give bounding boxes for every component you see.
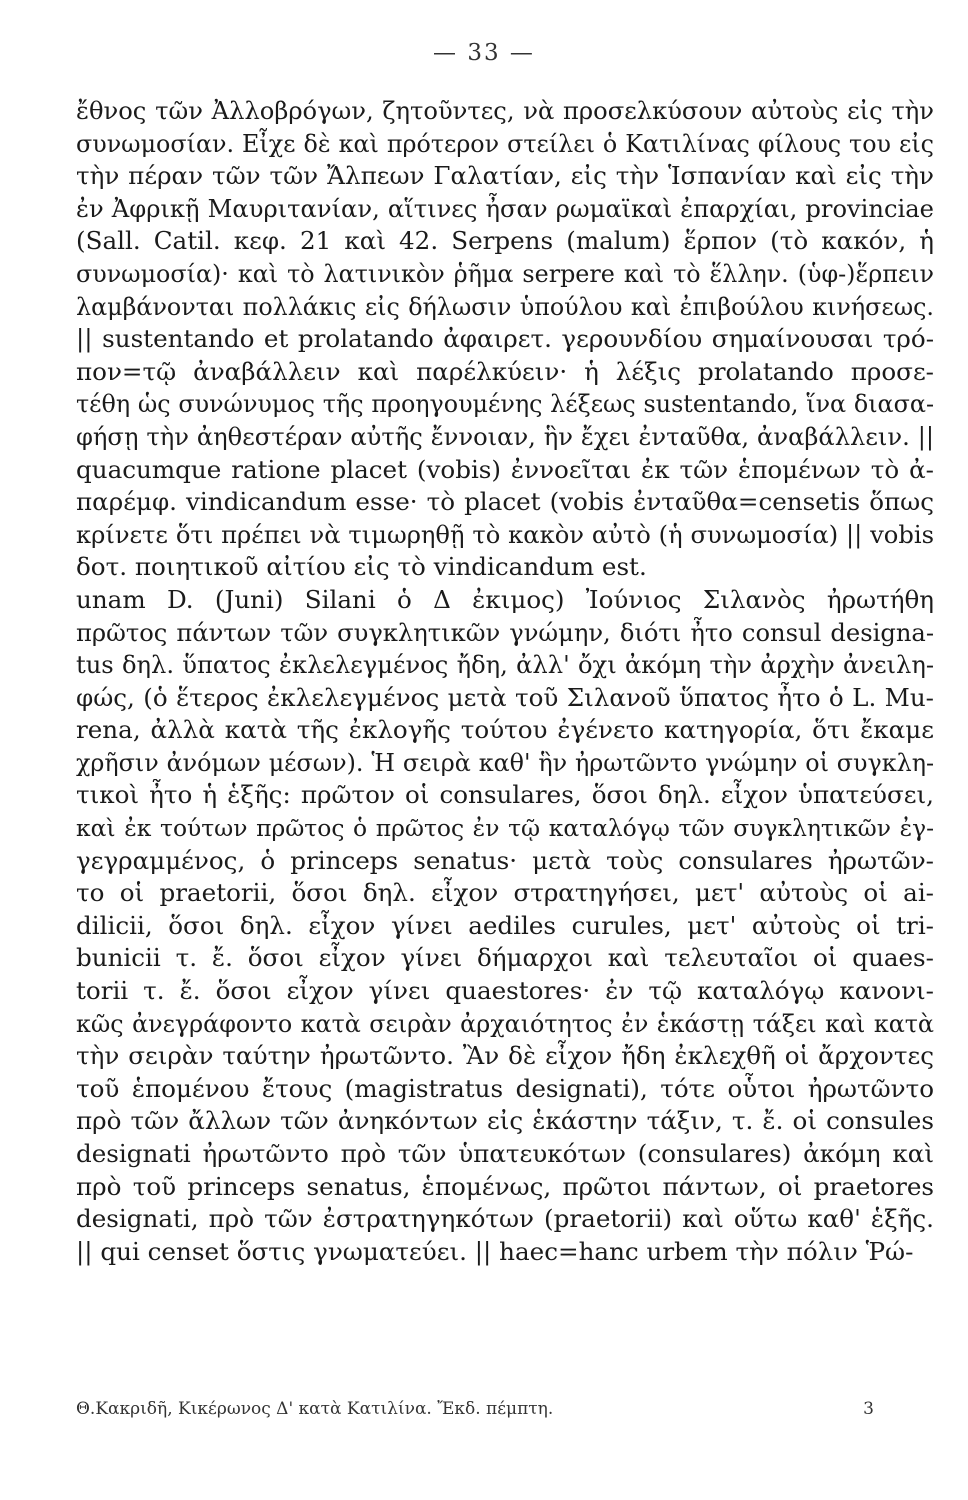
text-line: rena, ἀλλὰ κατὰ τῆς ἐκλογῆς τούτου ἐγένετο κατηγορία, ὅτι ἔκαμε	[76, 715, 934, 745]
footer-imprint: Θ.Κακριδῆ, Κικέρωνος Δ' κατὰ Κατιλίνα. Ἔκδ. πέμπτη.	[76, 1399, 554, 1419]
text-line: ἔθνος τῶν Ἀλλοβρόγων, ζητοῦντες, νὰ προσελκύσουν αὐτοὺς εἰς τὴν	[76, 97, 934, 125]
text-line: τέθη ὡς συνώνυμος τῆς προηγουμένης λέξεως sustentando, ἵνα διασα-	[76, 390, 934, 419]
text-line: το οἱ praetorii, ὅσοι δηλ. εἶχον στρατηγήσει, μετ' αὐτοὺς οἱ ai-	[76, 878, 934, 908]
text-line: δοτ. ποιητικοῦ αἰτίου εἰς τὸ vindicandum est.	[76, 552, 647, 582]
text-line: tus δηλ. ὕπατος ἐκλελεγμένος ἤδη, ἀλλ' ὄχι ἀκόμη τὴν ἀρχὴν ἀνειλη-	[76, 651, 934, 680]
text-line: bunicii τ. ἔ. ὅσοι εἶχον γίνει δήμαρχοι καὶ τελευταῖοι οἱ quaes-	[76, 943, 934, 973]
text-line: τὴν σειρὰν ταύτην ἠρωτῶντο. Ἂν δὲ εἶχον ἤδη ἐκλεχθῆ οἱ ἄρχοντες	[76, 1041, 934, 1071]
text-line: || qui censet ὅστις γνωματεύει. || haec=hanc urbem τὴν πόλιν Ῥώ-	[76, 1236, 914, 1266]
text-line: designati ἠρωτῶντο πρὸ τῶν ὑπατευκότων (consulares) ἀκόμη καὶ	[76, 1139, 934, 1168]
text-line: πρὸ τοῦ princeps senatus, ἑπομένως, πρῶτοι πάντων, οἱ praetores	[76, 1171, 934, 1201]
text-line: συνωμοσία)· καὶ τὸ λατινικὸν ῥῆμα serpere καὶ τὸ ἕλλην. (ὑφ-)ἕρπειν	[76, 259, 934, 288]
text-line: || sustentando et prolatando ἀφαιρετ. γερουνδίου σημαίνουσαι τρό-	[76, 324, 934, 354]
text-line: κῶς ἀνεγράφοντο κατὰ σειρὰν ἀρχαιότητος ἐν ἑκάστῃ τάξει καὶ κατὰ	[76, 1009, 934, 1038]
text-line: quacumque ratione placet (vobis) ἐννοεῖται ἐκ τῶν ἑπομένων τὸ ἀ-	[76, 454, 934, 484]
text-line: (Sall. Catil. κεφ. 21 καὶ 42. Serpens (malum) ἕρπον (τὸ κακόν, ἡ	[76, 226, 934, 256]
text-line: designati, πρὸ τῶν ἐστρατηγηκότων (praetorii) καὶ οὕτω καθ' ἑξῆς.	[76, 1204, 934, 1234]
text-line: χρῆσιν ἀνόμων μέσων). Ἡ σειρὰ καθ' ἣν ἠρωτῶντο γνώμην οἱ συγκλη-	[76, 748, 934, 777]
page-number: — 33 —	[433, 40, 535, 66]
text-line: πον=τῷ ἀναβάλλειν καὶ παρέλκύειν· ἡ λέξις prolatando προσε-	[76, 356, 934, 386]
text-line: λαμβάνονται πολλάκις εἰς δήλωσιν ὑπούλου καὶ ἐπιβούλου κινήσεως.	[76, 292, 934, 321]
text-line: unam D. (Juni) Silani ὁ Δ ἐκιμος) Ἰούνιος Σιλανὸς ἠρωτήθη	[76, 584, 934, 614]
text-line: dilicii, ὅσοι δηλ. εἶχον γίνει aediles curules, μετ' αὐτοὺς οἱ tri-	[76, 910, 934, 940]
commentary-text	[76, 95, 934, 1268]
text-line: καὶ ἐκ τούτων πρῶτος ὁ πρῶτος ἐν τῷ καταλόγῳ τῶν συγκλητικῶν ἐγ-	[76, 814, 934, 843]
text-line: ἐν Ἀφρικῇ Μαυριτανίαν, αἵτινες ἦσαν ρωμαϊκαὶ ἐπαρχίαι, provinciae	[76, 194, 934, 223]
text-line: συνωμοσίαν. Εἶχε δὲ καὶ πρότερον στείλει ὁ Κατιλίνας φίλους του εἰς	[76, 129, 934, 158]
page-footer	[76, 1395, 934, 1423]
text-line: φήσῃ τὴν ἀηθεστέραν αὐτῆς ἔννοιαν, ἣν ἔχει ἐνταῦθα, ἀναβάλλειν. ||	[76, 422, 934, 451]
text-line: πρῶτος πάντων τῶν συγκλητικῶν γνώμην, διότι ἦτο consul designa-	[76, 618, 934, 647]
text-line: κρίνετε ὅτι πρέπει νὰ τιμωρηθῇ τὸ κακὸν αὐτὸ (ἡ συνωμοσία) || vobis	[76, 520, 934, 549]
text-line: τικοὶ ἦτο ἡ ἑξῆς: πρῶτον οἱ consulares, ὅσοι δηλ. εἶχον ὑπατεύσει,	[76, 780, 934, 810]
text-line: torii τ. ἔ. ὅσοι εἶχον γίνει quaestores· ἐν τῷ καταλόγῳ κανονι-	[76, 976, 934, 1006]
text-line: τοῦ ἑπομένου ἔτους (magistratus designati), τότε οὗτοι ἠρωτῶντο	[76, 1073, 934, 1103]
text-line: τὴν πέραν τῶν τῶν Ἄλπεων Γαλατίαν, εἰς τὴν Ἱσπανίαν καὶ εἰς τὴν	[76, 161, 934, 191]
text-line: γεγραμμένος, ὁ princeps senatus· μετὰ τοὺς consulares ἠρωτῶν-	[76, 845, 934, 875]
signature-mark: 3	[863, 1399, 874, 1419]
text-line: πρὸ τῶν ἄλλων τῶν ἀνηκόντων εἰς ἑκάστην τάξιν, τ. ἔ. οἱ consules	[76, 1106, 934, 1136]
text-line: παρέμφ. vindicandum esse· τὸ placet (vobis ἐνταῦθα=censetis ὅπως	[76, 487, 934, 517]
text-line: φώς, (ὁ ἕτερος ἐκλελεγμένος μετὰ τοῦ Σιλανοῦ ὕπατος ἦτο ὁ L. Mu-	[76, 682, 934, 712]
